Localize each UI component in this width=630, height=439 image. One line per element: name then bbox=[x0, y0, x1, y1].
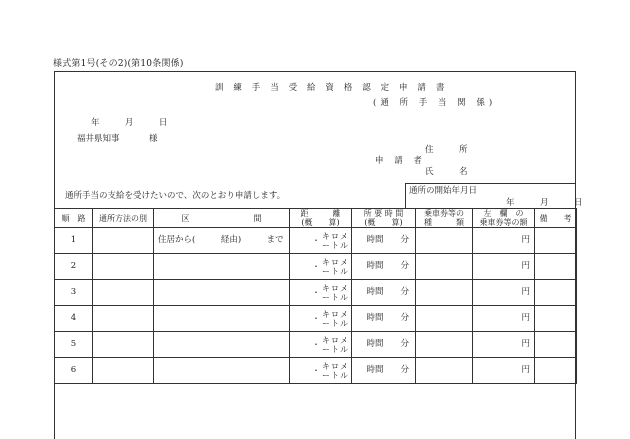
header-route-no: 順 路 bbox=[55, 209, 93, 228]
applicant-label: 申 請 者 bbox=[375, 156, 426, 166]
distance-unit: キロメ ートル bbox=[322, 257, 349, 276]
ticket-amount-cell[interactable]: 円 bbox=[473, 332, 535, 358]
method-cell[interactable] bbox=[93, 228, 154, 254]
table-row bbox=[55, 228, 577, 254]
distance-cell[interactable] bbox=[290, 358, 352, 384]
remarks-cell[interactable] bbox=[535, 358, 577, 384]
decimal-point: ・ bbox=[312, 288, 320, 298]
time-cell[interactable]: 時間 分 bbox=[352, 306, 416, 332]
name-label: 氏 名 bbox=[425, 167, 468, 177]
ticket-amount-cell[interactable]: 円 bbox=[473, 306, 535, 332]
header-section: 区 間 bbox=[154, 209, 290, 228]
table-header-row bbox=[55, 209, 577, 228]
decimal-point: ・ bbox=[312, 236, 320, 246]
remarks-cell[interactable] bbox=[535, 306, 577, 332]
ticket-amount-cell[interactable]: 円 bbox=[473, 228, 535, 254]
decimal-point: ・ bbox=[312, 314, 320, 324]
decimal-point: ・ bbox=[312, 340, 320, 350]
distance-unit: キロメ ートル bbox=[322, 283, 349, 302]
section-cell[interactable]: 住居から( 経由) まで bbox=[154, 228, 290, 254]
section-cell[interactable] bbox=[154, 306, 290, 332]
ticket-amount-cell[interactable]: 円 bbox=[473, 280, 535, 306]
ticket-type-cell[interactable] bbox=[416, 306, 473, 332]
method-cell[interactable] bbox=[93, 358, 154, 384]
time-cell[interactable]: 時間 分 bbox=[352, 280, 416, 306]
decimal-point: ・ bbox=[312, 262, 320, 272]
decimal-point: ・ bbox=[312, 366, 320, 376]
section-cell[interactable] bbox=[154, 358, 290, 384]
form-title: 訓 練 手 当 受 給 資 格 認 定 申 請 書 bbox=[215, 83, 448, 93]
time-cell[interactable]: 時間 分 bbox=[352, 228, 416, 254]
route-no-cell: 3 bbox=[55, 280, 93, 306]
header-distance: 距 離 (概 算) bbox=[290, 209, 352, 228]
remarks-cell[interactable] bbox=[535, 254, 577, 280]
method-cell[interactable] bbox=[93, 332, 154, 358]
date-year: 年 bbox=[91, 118, 100, 128]
request-statement: 通所手当の支給を受けたいので、次のとおり申請します。 bbox=[65, 191, 286, 201]
distance-cell[interactable] bbox=[290, 280, 352, 306]
table-row bbox=[55, 332, 577, 358]
time-cell[interactable]: 時間 分 bbox=[352, 332, 416, 358]
header-remarks: 備 考 bbox=[535, 209, 577, 228]
ticket-type-cell[interactable] bbox=[416, 358, 473, 384]
distance-unit: キロメ ートル bbox=[322, 231, 349, 250]
header-ticket-amount: 左 欄 の 乗車券等の額 bbox=[473, 209, 535, 228]
distance-unit: キロメ ートル bbox=[322, 361, 349, 380]
route-no-cell: 2 bbox=[55, 254, 93, 280]
distance-unit: キロメ ートル bbox=[322, 335, 349, 354]
ticket-amount-cell[interactable]: 円 bbox=[473, 358, 535, 384]
distance-cell[interactable] bbox=[290, 228, 352, 254]
method-cell[interactable] bbox=[93, 306, 154, 332]
time-cell[interactable]: 時間 分 bbox=[352, 358, 416, 384]
ticket-amount-cell[interactable]: 円 bbox=[473, 254, 535, 280]
ticket-type-cell[interactable] bbox=[416, 280, 473, 306]
method-cell[interactable] bbox=[93, 280, 154, 306]
section-cell[interactable] bbox=[154, 280, 290, 306]
remarks-cell[interactable] bbox=[535, 280, 577, 306]
section-cell[interactable] bbox=[154, 332, 290, 358]
form-id: 様式第1号(その2)(第10条関係) bbox=[53, 59, 184, 69]
table-row bbox=[55, 358, 577, 384]
distance-cell[interactable] bbox=[290, 332, 352, 358]
application-date[interactable] bbox=[91, 119, 167, 128]
address-label: 住 所 bbox=[425, 145, 468, 155]
route-no-cell: 1 bbox=[55, 228, 93, 254]
form-subtitle: (通 所 手 当 関 係) bbox=[373, 98, 497, 108]
ticket-type-cell[interactable] bbox=[416, 254, 473, 280]
table-row bbox=[55, 306, 577, 332]
date-month: 月 bbox=[124, 118, 134, 128]
time-cell[interactable]: 時間 分 bbox=[352, 254, 416, 280]
ticket-type-cell[interactable] bbox=[416, 228, 473, 254]
route-no-cell: 5 bbox=[55, 332, 93, 358]
start-date-box[interactable] bbox=[405, 183, 583, 209]
remarks-cell[interactable] bbox=[535, 332, 577, 358]
application-form bbox=[54, 71, 583, 439]
section-cell[interactable] bbox=[154, 254, 290, 280]
table-row bbox=[55, 280, 577, 306]
route-table bbox=[54, 208, 577, 384]
start-date-value: 年 月 日 bbox=[506, 198, 583, 208]
ticket-type-cell[interactable] bbox=[416, 332, 473, 358]
route-no-cell: 6 bbox=[55, 358, 93, 384]
route-no-cell: 4 bbox=[55, 306, 93, 332]
distance-unit: キロメ ートル bbox=[322, 309, 349, 328]
table-row bbox=[55, 254, 577, 280]
addressee-suffix: 様 bbox=[149, 134, 158, 144]
distance-cell[interactable] bbox=[290, 254, 352, 280]
distance-cell[interactable] bbox=[290, 306, 352, 332]
date-day: 日 bbox=[158, 118, 168, 128]
header-ticket-type: 乗車券等の 種 類 bbox=[416, 209, 473, 228]
header-method: 通所方法の別 bbox=[93, 209, 154, 228]
header-time: 所 要 時 間 (概 算) bbox=[352, 209, 416, 228]
addressee: 福井県知事 bbox=[77, 134, 120, 144]
method-cell[interactable] bbox=[93, 254, 154, 280]
remarks-cell[interactable] bbox=[535, 228, 577, 254]
start-date-label: 通所の開始年月日 bbox=[409, 186, 478, 196]
